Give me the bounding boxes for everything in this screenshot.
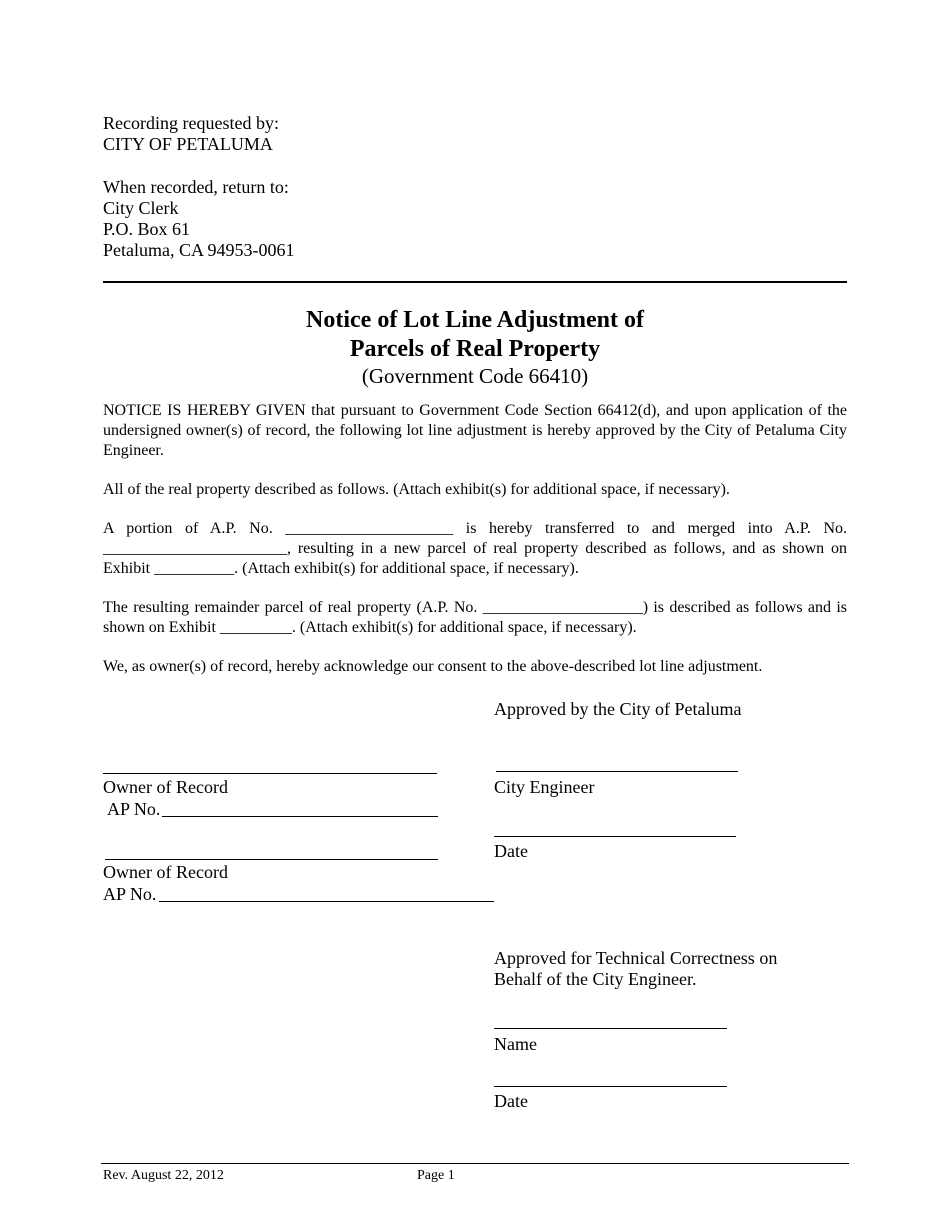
owner-2-ap-no-label: AP No. <box>103 884 157 904</box>
owner-1-ap-no-line[interactable] <box>162 816 438 817</box>
city-engineer-label: City Engineer <box>494 777 595 797</box>
portion-paragraph: A portion of A.P. No. _____________________ is hereby transferred to and merged into A.P. No. _______________________, resulting in a new parcel of real property described as follows, and as shown on Exhibit __________. (Attach exhibit(s) for additional space, if necessary). <box>103 520 847 577</box>
owner-1-ap-no-label: AP No. <box>107 799 161 819</box>
property-paragraph: All of the real property described as follows. (Attach exhibit(s) for additional space, if necessary). <box>103 481 730 498</box>
return-line-clerk: City Clerk <box>103 198 179 218</box>
city-engineer-signature-line[interactable] <box>496 771 738 772</box>
title-line-1: Notice of Lot Line Adjustment of <box>306 307 644 333</box>
name-signature-line[interactable] <box>494 1028 727 1029</box>
revision-date: Rev. August 22, 2012 <box>103 1168 224 1183</box>
government-code: (Government Code 66410) <box>361 364 589 388</box>
return-line-city: Petaluma, CA 94953-0061 <box>103 240 295 260</box>
footer-divider <box>101 1163 849 1164</box>
engineer-date-label: Date <box>494 841 528 861</box>
technical-correctness-line-2: Behalf of the City Engineer. <box>494 969 697 989</box>
approved-by-city: Approved by the City of Petaluma <box>494 699 742 719</box>
owner-2-label: Owner of Record <box>103 862 228 882</box>
document-title <box>103 306 847 389</box>
return-line-pobox: P.O. Box 61 <box>103 219 191 239</box>
owner-1-signature-line[interactable] <box>103 773 437 774</box>
remainder-paragraph: The resulting remainder parcel of real property (A.P. No. ____________________) is described as follows and is shown on Exhibit _________. (Attach exhibit(s) for additional space, if necessary). <box>103 599 847 636</box>
notice-paragraph: NOTICE IS HEREBY GIVEN that pursuant to Government Code Section 66412(d), and upon application of the undersigned owner(s) of record, the following lot line adjustment is hereby approved by the City of Petaluma City Engineer. <box>103 402 847 459</box>
owner-1-label: Owner of Record <box>103 777 228 797</box>
title-line-2: Parcels of Real Property <box>349 336 601 362</box>
technical-date-line[interactable] <box>494 1086 727 1087</box>
consent-paragraph: We, as owner(s) of record, hereby acknowledge our consent to the above-described lot line adjustment. <box>103 658 763 675</box>
name-label: Name <box>494 1034 537 1054</box>
engineer-date-line[interactable] <box>494 836 736 837</box>
owner-2-signature-line[interactable] <box>105 859 438 860</box>
recording-entity: CITY OF PETALUMA <box>103 134 273 154</box>
technical-date-label: Date <box>494 1091 528 1111</box>
technical-correctness-line-1: Approved for Technical Correctness on <box>494 948 778 968</box>
recording-requested-label: Recording requested by: <box>103 113 279 133</box>
return-to-label: When recorded, return to: <box>103 177 289 197</box>
owner-2-ap-no-line[interactable] <box>159 901 494 902</box>
header-divider <box>103 281 847 283</box>
page-number: Page 1 <box>417 1168 455 1183</box>
